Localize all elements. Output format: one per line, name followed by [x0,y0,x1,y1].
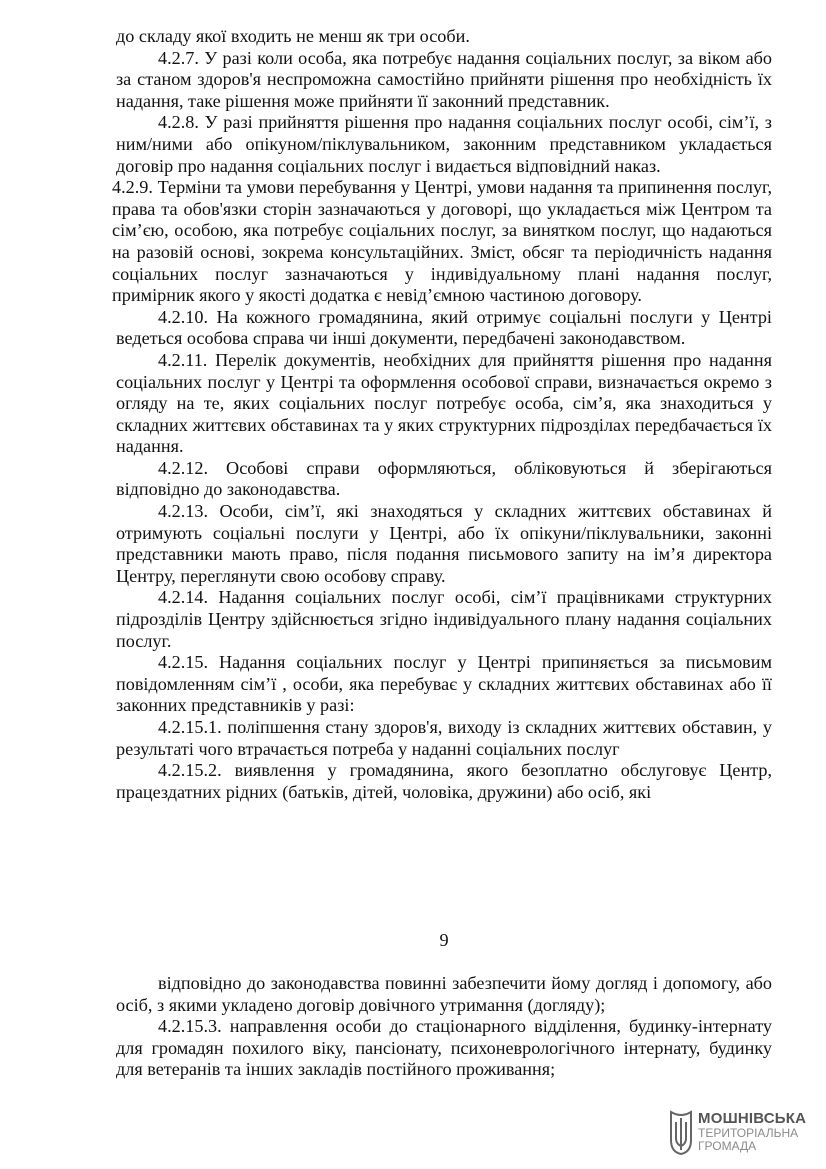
paragraph-continuation-page-2: відповідно до законодавства повинні забезпечити йому догляд і допомогу, або осіб, з якими укладено договір довічного утримання (догляду); [116,973,772,1015]
paragraph-4-2-15-3: 4.2.15.3. направлення особи до стаціонарного відділення, будинку-інтернату для громадян похилого віку, пансіонату, психоневрологічного інтернату, будинку для ветеранів та інших закладів постійного проживання; [116,1016,772,1080]
logo-subtitle [698,1127,798,1153]
trident-emblem-icon [668,1110,694,1156]
paragraph-4-2-9: 4.2.9. Терміни та умови перебування у Центрі, умови надання та припинення послуг, права та обов'язки сторін зазначаються у договорі, що укладається між Центром та сім’єю, особою, яка потребує соціальних послуг, за винятком послуг, що надаються на разовій основі, зокрема консультаційних. Зміст, обсяг та періодичність надання соціальних послуг зазначаються у індивідуальному плані надання послуг, примірник якого у якості додатка є невід’ємною частиною договору. [112,177,772,306]
logo-subtitle-line-2: ГРОМАДА [698,1139,757,1153]
paragraph-4-2-12: 4.2.12. Особові справи оформляються, обліковуються й зберігаються відповідно до законодавства. [116,457,772,500]
paragraph-4-2-15: 4.2.15. Надання соціальних послуг у Центрі припиняється за письмовим повідомленням сім’ї , особи, яка перебуває у складних життєвих обставинах або її законних представників у разі: [116,652,772,716]
logo-subtitle-line-1: ТЕРИТОРІАЛЬНА [698,1126,799,1140]
paragraph-4-2-11: 4.2.11. Перелік документів, необхідних для прийняття рішення про надання соціальних послуг у Центрі та оформлення особової справи, визначається окремо з огляду на те, яких соціальних послуг потребує особа, сім’я, яка знаходиться у складних життєвих обставинах та у яких структурних підрозділах передбачається їх надання. [116,349,772,457]
paragraph-4-2-13: 4.2.13. Особи, сім’ї, які знаходяться у складних життєвих обставинах й отримують соціальні послуги у Центрі, або їх опікуни/піклувальники, законні представники мають право, після подання письмового запиту на ім’я директора Центру, переглянути свою особову справу. [116,501,772,586]
paragraph-continuation: до складу якої входить не менш як три особи. [116,26,470,46]
paragraph-4-2-10: 4.2.10. На кожного громадянина, який отримує соціальні послуги у Центрі ведеться особова справа чи інші документи, передбачені законодавством. [116,306,772,349]
paragraph-4-2-14: 4.2.14. Надання соціальних послуг особі, сім’ї працівниками структурних підрозділів Центру здійснюється згідно індивідуального плану надання соціальних послуг. [116,587,772,651]
paragraph-4-2-8: 4.2.8. У разі прийняття рішення про надання соціальних послуг особі, сім’ї, з ним/ними або опікуном/піклувальником, законним представником укладається договір про надання соціальних послуг і видається відповідний наказ. [116,112,772,176]
community-logo [668,1110,818,1162]
page-number: 9 [439,930,449,950]
paragraph-4-2-15-1: 4.2.15.1. поліпшення стану здоров'я, виходу із складних життєвих обставин, у результаті чого втрачається потреба у наданні соціальних послуг [116,717,772,759]
logo-title: МОШНІВСЬКА [698,1110,807,1127]
paragraph-4-2-15-2: 4.2.15.2. виявлення у громадянина, якого безоплатно обслуговує Центр, працездатних рідних (батьків, дітей, чоловіка, дружини) або осіб, які [116,760,772,802]
paragraph-4-2-7: 4.2.7. У разі коли особа, яка потребує надання соціальних послуг, за віком або за станом здоров'я неспроможна самостійно прийняти рішення про необхідність їх надання, таке рішення може прийняти її законний представник. [116,47,772,111]
document-page-1 [112,26,772,803]
document-page-2 [116,973,772,1081]
